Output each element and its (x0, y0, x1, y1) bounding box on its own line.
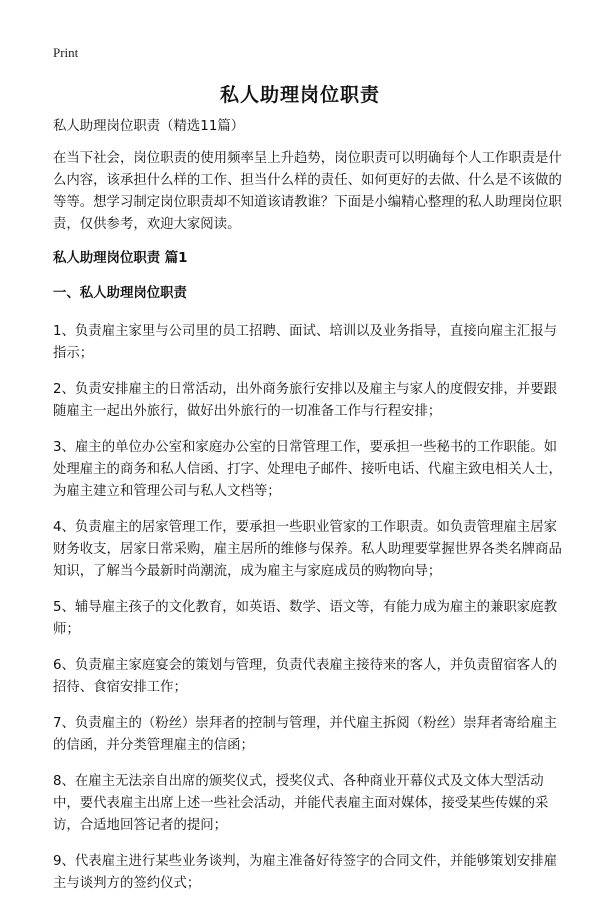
section-heading: 私人助理岗位职责 篇1 (53, 251, 188, 266)
document-body (53, 116, 565, 909)
document-title: 私人助理岗位职责 (219, 84, 380, 106)
print-label: Print (53, 45, 79, 60)
duty-item-6: 6、负责雇主家庭宴会的策划与管理，负责代表雇主接待来的客人，并负责留宿客人的招待、食宿安排工作； (53, 658, 557, 695)
duty-item-7: 7、负责雇主的（粉丝）崇拜者的控制与管理，并代雇主拆阅（粉丝）崇拜者寄给雇主的信函，并分类管理雇主的信函； (53, 716, 557, 753)
duty-item-3: 3、雇主的单位办公室和家庭办公室的日常管理工作，要承担一些秘书的工作职能。如处理雇主的商务和私人信函、打字、处理电子邮件、接听电话、代雇主致电相关人士，为雇主建立和管理公司与私人文档等； (53, 440, 562, 499)
duty-item-1: 1、负责雇主家里与公司里的员工招聘、面试、培训以及业务指导，直接向雇主汇报与指示； (53, 324, 557, 361)
document-subtitle: 私人助理岗位职责（精选11篇） (53, 119, 245, 134)
duty-item-2: 2、负责安排雇主的日常活动，出外商务旅行安排以及雇主与家人的度假安排，并要跟随雇主一起出外旅行，做好出外旅行的一切准备工作与行程安排； (53, 382, 557, 419)
duty-item-8: 8、在雇主无法亲自出席的颁奖仪式，授奖仪式、各种商业开幕仪式及文体大型活动中，要代表雇主出席上述一些社会活动，并能代表雇主面对媒体，接受某些传媒的采访，合适地回答记者的提问； (53, 774, 549, 833)
duty-item-9: 9、代表雇主进行某些业务谈判，为雇主准备好待签字的合同文件，并能够策划安排雇主与谈判方的签约仪式； (53, 854, 557, 891)
intro-paragraph: 在当下社会，岗位职责的使用频率呈上升趋势，岗位职责可以明确每个人工作职责是什么内容，该承担什么样的工作、担当什么样的责任、如何更好的去做、什么是不该做的等等。想学习制定岗位职责却不知道该请教谁？下面是小编精心整理的私人助理岗位职责，仅供参考，欢迎大家阅读。 (53, 151, 562, 232)
duty-item-4: 4、负责雇主的居家管理工作，要承担一些职业管家的工作职责。如负责管理雇主居家财务收支，居家日常采购，雇主居所的维修与保养。私人助理要掌握世界各类名牌商品知识，了解当今最新时尚潮流，成为雇主与家庭成员的购物向导； (53, 520, 562, 579)
sub-heading: 一、私人助理岗位职责 (53, 286, 187, 301)
duty-item-5: 5、辅导雇主孩子的文化教育，如英语、数学、语文等，有能力成为雇主的兼职家庭教师； (53, 600, 557, 637)
